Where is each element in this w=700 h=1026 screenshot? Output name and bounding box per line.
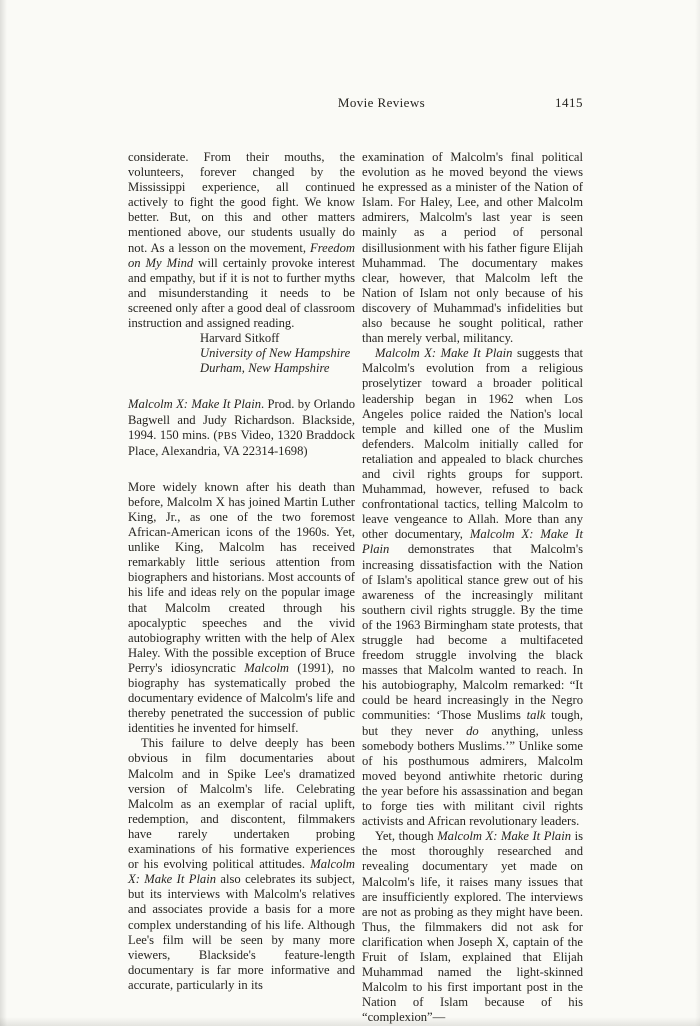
- text-run: tough, but they never: [362, 708, 583, 738]
- text-run: Video, 1320 Braddock Place, Alexandria, VA 22314-1698): [128, 427, 356, 458]
- text-run: anything, unless somebody bothers Muslims.’” Unlike some of his posthumous admirers, Malcolm moved beyond antiwhite rhetoric during the year before his assassination and began to forge ties with militant civil rights activists and African revolutionary leaders.: [362, 723, 583, 829]
- text-run: (1991), no biography has systematically probed the documentary evidence of Malcolm's life and thereby penetrated the succession of public identities he invented for himself.: [128, 660, 355, 736]
- paragraph: [362, 150, 583, 346]
- citation-paragraph: [128, 397, 355, 458]
- left-column: [128, 150, 355, 993]
- paragraph: [362, 346, 583, 829]
- small-caps-text-run: PBS: [217, 430, 238, 442]
- text-run: . Prod. by Orlando Bagwell and Judy Richardson. Blackside, 1994. 150 mins. (: [128, 397, 355, 442]
- text-run: Yet, though: [375, 829, 438, 844]
- text-run: will certainly provoke interest and empathy, but if it is not to further myths and misunderstanding it needs to be screened only after a good deal of classroom instruction and assigned reading.: [128, 255, 355, 331]
- signature-block: [200, 331, 355, 376]
- italic-text-run: talk: [526, 708, 546, 723]
- paragraph: [128, 150, 355, 331]
- signature-line: Harvard Sitkoff: [200, 331, 280, 346]
- text-run: This failure to delve deeply has been obvious in film documentaries about Malcolm and in Spike Lee's dramatized version of Malcolm's life. Celebrating Malcolm as an exemplar of racial uplift, redemption, and discontent, filmmakers have rarely undertaken probing examinations of his formative experiences or his evolving political attitudes.: [128, 736, 355, 872]
- text-run: More widely known after his death than before, Malcolm X has joined Martin Luther King, Jr., as one of the two foremost African-American icons of the 1960s. Yet, unlike King, Malcolm has received remarkably little serious attention from biographers and historians. Most accounts of his life and ideas rely on the popular image that Malcolm created through his apocalyptic speeches and the vivid autobiography written with the help of Alex Haley. With the possible exception of Bruce Perry's idiosyncratic: [128, 479, 355, 675]
- italic-text-run: do: [466, 723, 479, 738]
- paragraph: [128, 480, 355, 737]
- italic-text-run: Malcolm X: Make It Plain: [128, 397, 261, 412]
- running-head: [128, 95, 583, 113]
- text-run: demonstrates that Malcolm's increasing dissatisfaction with the Nation of Islam's apolitical stance grew out of his awareness of the increasingly militant southern civil rights struggle. By the time of the 1963 Birmingham state protests, that struggle had become a multifaceted freedom struggle involving the black masses that Malcolm wanted to reach. In his autobiography, Malcolm remarked: “It could be heard increasingly in the Negro communities: ‘Those Muslims: [362, 542, 583, 723]
- page-number: 1415: [555, 95, 583, 110]
- text-run: is the most thoroughly researched and revealing documentary yet made on Malcolm's life, it raises many issues that are insufficiently explored. The interviews are not as probing as they might have been. Thus, the filmmakers did not ask for clarification when Joseph X, captain of the Fruit of Islam, explained that Elijah Muhammad named the light-skinned Malcolm to his first important post in the Nation of Islam because of his “complexion”—: [362, 829, 583, 1025]
- text-run: also celebrates its subject, but its interviews with Malcolm's relatives and associates provide a basis for a more complex understanding of his life. Although Lee's film will be seen by many more viewers, Blackside's feature-length documentary is far more informative and accurate, particularly in its: [128, 872, 355, 992]
- text-run: considerate. From their mouths, the volunteers, forever changed by the Mississippi experience, all continued actively to fight the good fight. We know better. But, on this and other matters mentioned above, our students usually do not. As a lesson on the movement,: [128, 150, 355, 255]
- text-run: examination of Malcolm's final political evolution as he moved beyond the views he expressed as a minister of the Nation of Islam. For Haley, Lee, and other Malcolm admirers, Malcolm's last year is seen mainly as a period of personal disillusionment with his father figure Elijah Muhammad. The documentary makes clear, however, that Malcolm left the Nation of Islam not only because of his discovery of Muhammad's infidelities but also because he sought political, rather than merely verbal, militancy.: [362, 150, 584, 346]
- italic-text-run: Malcolm X: Make It Plain: [128, 857, 355, 887]
- right-column: [362, 150, 583, 1025]
- paragraph: [128, 736, 355, 993]
- running-head-title: Movie Reviews: [337, 95, 426, 110]
- italic-text-run: Malcolm: [244, 660, 289, 675]
- italic-text-run: Freedom on My Mind: [128, 240, 355, 270]
- italic-text-run: Malcolm X: Make It Plain: [362, 527, 583, 557]
- text-run: suggests that Malcolm's evolution from a religious proselytizer toward a broader political leadership began in 1962 when Los Angeles police raided the Nation's local temple and killed one of the Muslim defenders. Malcolm initially called for retaliation and appealed to black churches and civil rights groups for support. Muhammad, however, refused to back confrontational tactics, telling Malcolm to leave vengeance to Allah. More than any other documentary,: [362, 346, 583, 542]
- signature-line: Durham, New Hampshire: [200, 361, 330, 376]
- paragraph: [362, 829, 583, 1025]
- italic-text-run: Malcolm X: Make It Plain: [437, 829, 572, 844]
- italic-text-run: Malcolm X: Make It Plain: [375, 346, 513, 361]
- signature-line: University of New Hampshire: [200, 346, 351, 361]
